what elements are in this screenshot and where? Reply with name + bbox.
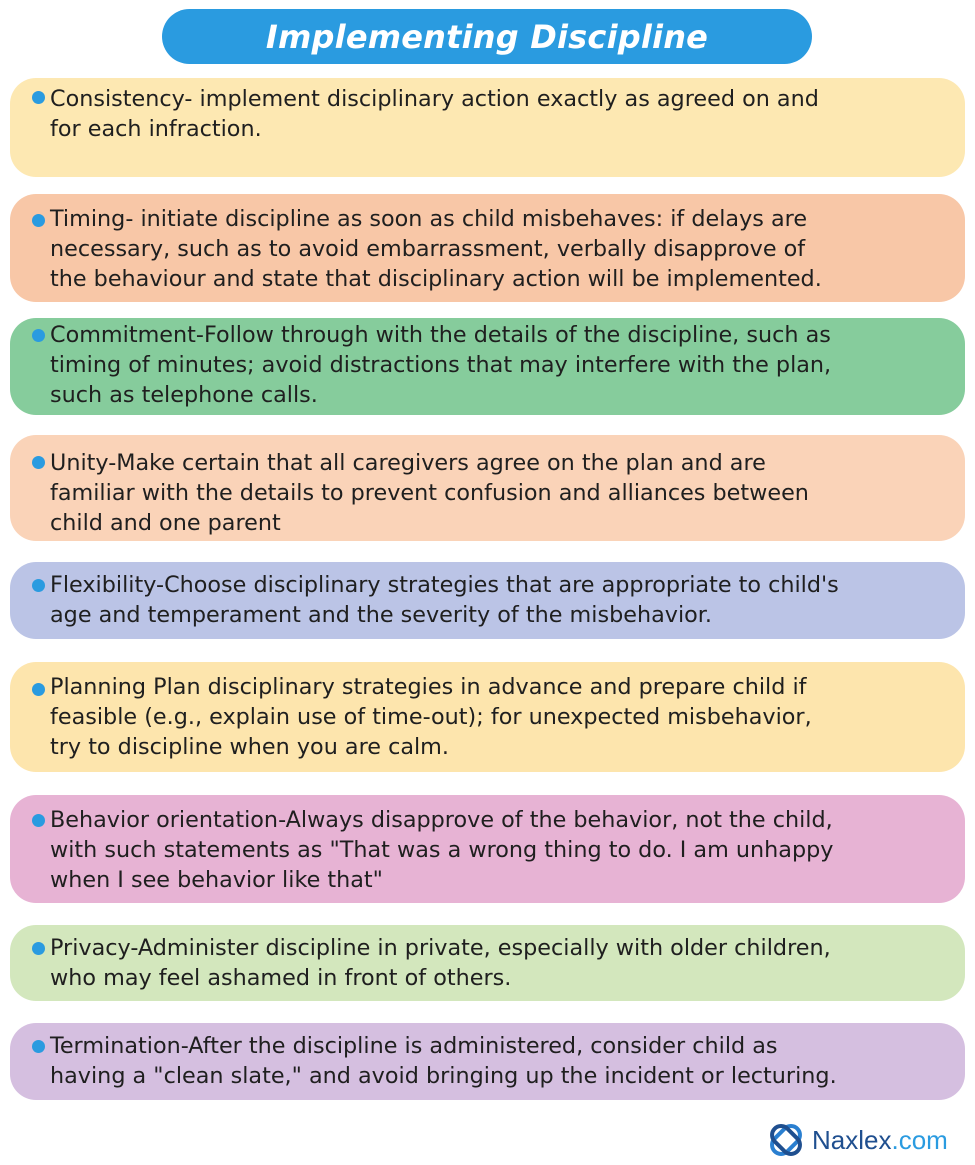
list-item-timing (10, 194, 965, 302)
naxlex-logo-icon (764, 1118, 808, 1162)
bullet-icon (32, 683, 45, 696)
item-text: Termination-After the discipline is administered, consider child as having a "clean slate," and avoid bringing up the incident or lecturing. (50, 1033, 837, 1089)
bullet-icon (32, 91, 45, 104)
bullet-icon (32, 1040, 45, 1053)
list-item-unity (10, 435, 965, 541)
item-text: Flexibility-Choose disciplinary strategies that are appropriate to child's age and temperament and the severity of the misbehavior. (50, 572, 839, 628)
item-text: Unity-Make certain that all caregivers agree on the plan and are familiar with the details to prevent confusion and alliances between child and one parent (50, 450, 809, 536)
item-text: Consistency- implement disciplinary action exactly as agreed on and for each infraction. (50, 86, 819, 142)
list-item-termination (10, 1023, 965, 1100)
bullet-icon (32, 214, 45, 227)
list-item-privacy (10, 925, 965, 1001)
logo-wordmark (812, 1127, 948, 1153)
item-text: Planning Plan disciplinary strategies in advance and prepare child if feasible (e.g., explain use of time-out); for unexpected misbehavior, try to discipline when you are calm. (50, 674, 812, 760)
bullet-icon (32, 456, 45, 469)
item-text: Timing- initiate discipline as soon as child misbehaves: if delays are necessary, such as to avoid embarrassment, verbally disapprove of the behaviour and state that disciplinary action will be implemented. (50, 206, 822, 292)
list-item-planning (10, 662, 965, 772)
item-text: Commitment-Follow through with the details of the discipline, such as timing of minutes; avoid distractions that may interfere with the plan, such as telephone calls. (50, 322, 832, 408)
list-item-flexibility (10, 562, 965, 639)
bullet-icon (32, 814, 45, 827)
bullet-icon (32, 942, 45, 955)
logo-tld: .com (891, 1125, 948, 1155)
list-item-commitment (10, 318, 965, 415)
list-item-consistency (10, 78, 965, 177)
page-title: Implementing Discipline (162, 9, 812, 64)
item-text: Privacy-Administer discipline in private, especially with older children, who may feel ashamed in front of others. (50, 935, 831, 991)
bullet-icon (32, 329, 45, 342)
logo-brand: Naxlex (812, 1125, 892, 1155)
naxlex-logo[interactable] (764, 1117, 948, 1163)
bullet-icon (32, 579, 45, 592)
list-item-behavior-orientation (10, 795, 965, 903)
item-text: Behavior orientation-Always disapprove of the behavior, not the child, with such statements as "That was a wrong thing to do. I am unhappy when I see behavior like that" (50, 807, 834, 893)
